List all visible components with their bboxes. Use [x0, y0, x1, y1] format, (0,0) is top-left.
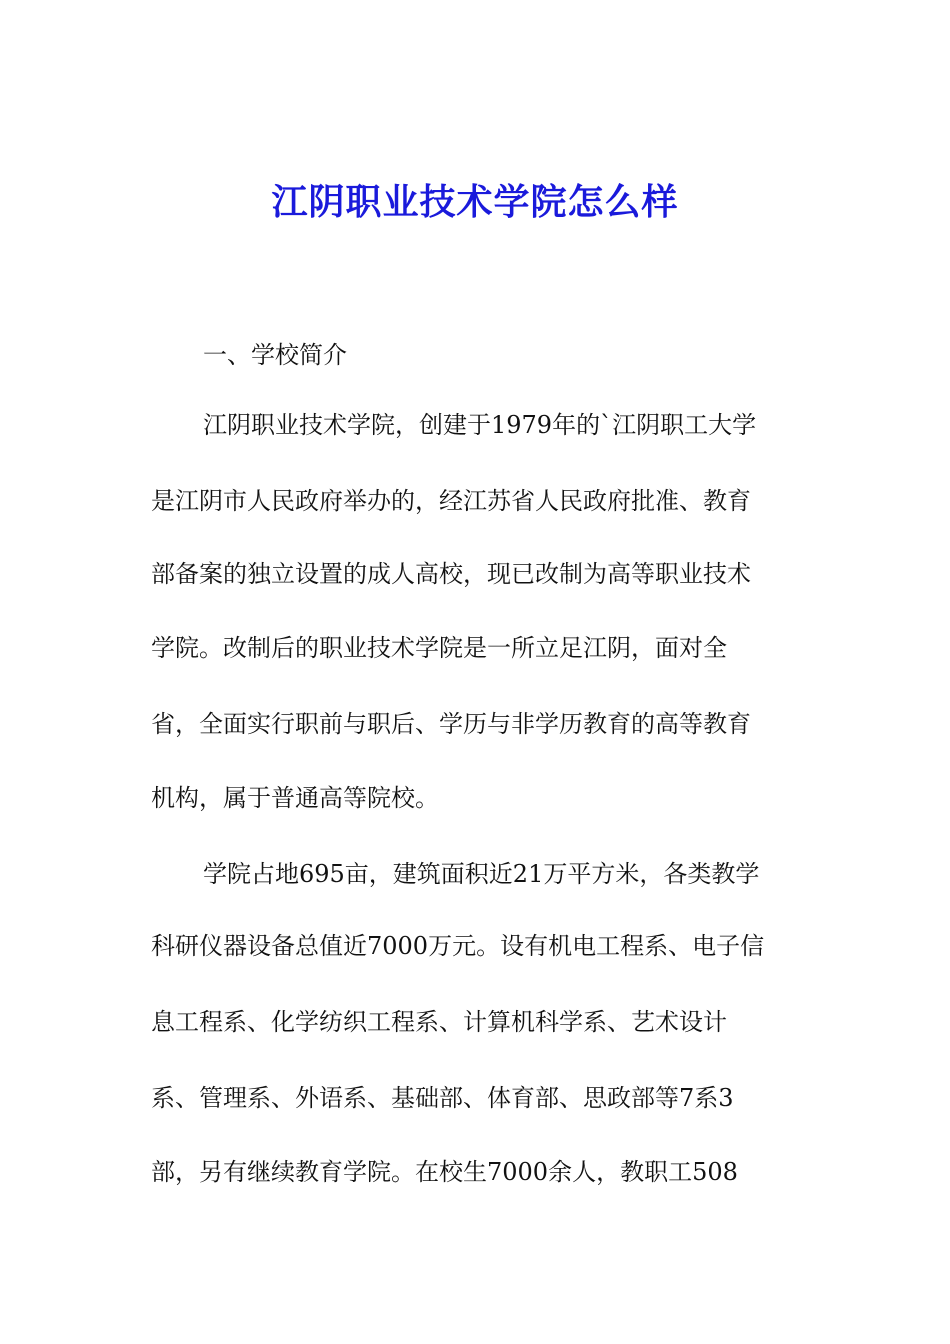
paragraph-line: 科研仪器设备总值近7000万元。设有机电工程系、电子信: [151, 932, 765, 960]
paragraph-line: 江阴职业技术学院，创建于1979年的`江阴职工大学: [203, 411, 757, 439]
section-heading: 一、学校简介: [203, 341, 347, 369]
paragraph-line: 机构，属于普通高等院校。: [151, 784, 439, 812]
paragraph-line: 省，全面实行职前与职后、学历与非学历教育的高等教育: [151, 710, 751, 738]
paragraph-line: 学院占地695亩，建筑面积近21万平方米，各类教学: [203, 860, 760, 888]
paragraph-line: 息工程系、化学纺织工程系、计算机科学系、艺术设计: [151, 1008, 727, 1036]
paragraph-line: 是江阴市人民政府举办的，经江苏省人民政府批准、教育: [151, 487, 751, 515]
paragraph-line: 学院。改制后的职业技术学院是一所立足江阴，面对全: [151, 634, 727, 662]
paragraph-line: 部，另有继续教育学院。在校生7000余人，教职工508: [151, 1158, 738, 1186]
paragraph-line: 系、管理系、外语系、基础部、体育部、思政部等7系3: [151, 1084, 734, 1112]
paragraph-line: 部备案的独立设置的成人高校，现已改制为高等职业技术: [151, 560, 751, 588]
document-title: 江阴职业技术学院怎么样: [271, 181, 679, 223]
